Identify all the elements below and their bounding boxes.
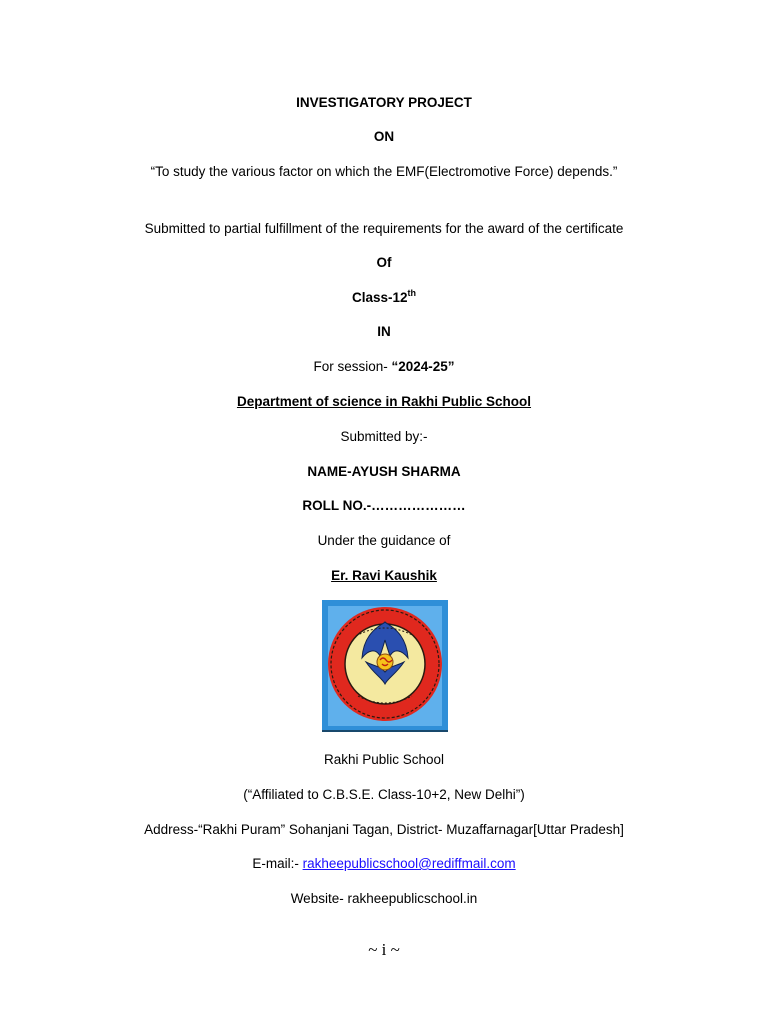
project-title: INVESTIGATORY PROJECT: [296, 95, 472, 110]
project-topic: “To study the various factor on which the EMF(Electromotive Force) depends.”: [150, 164, 618, 179]
email-line: E-mail:- rakheepublicschool@rediffmail.com: [252, 856, 516, 871]
school-name: Rakhi Public School: [323, 752, 445, 767]
student-name: NAME-AYUSH SHARMA: [307, 464, 461, 479]
roll-number: ROLL NO.-…………………: [302, 498, 466, 513]
submission-statement: Submitted to partial fulfillment of the requirements for the award of the certificate: [144, 221, 624, 236]
submitted-by-label: Submitted by:-: [340, 429, 428, 444]
guidance-label: Under the guidance of: [317, 533, 451, 548]
in-label: IN: [377, 324, 391, 339]
session-line: For session- “2024-25”: [313, 359, 455, 374]
school-address: Address-“Rakhi Puram” Sohanjani Tagan, District- Muzaffarnagar[Uttar Pradesh]: [144, 822, 624, 837]
email-link[interactable]: rakheepublicschool@rediffmail.com: [302, 856, 516, 871]
guide-name: Er. Ravi Kaushik: [331, 568, 437, 583]
on-label: ON: [373, 129, 395, 144]
school-emblem-lotus-om-icon: [322, 600, 448, 732]
affiliation: (“Affiliated to C.B.S.E. Class-10+2, New Delhi”): [243, 787, 525, 802]
department-heading: Department of science in Rakhi Public School: [236, 394, 532, 409]
page-number: ~ i ~: [368, 940, 400, 959]
website-line: Website- rakheepublicschool.in: [290, 891, 478, 906]
class-label: Class-12th: [351, 288, 417, 305]
of-label: Of: [376, 255, 392, 270]
